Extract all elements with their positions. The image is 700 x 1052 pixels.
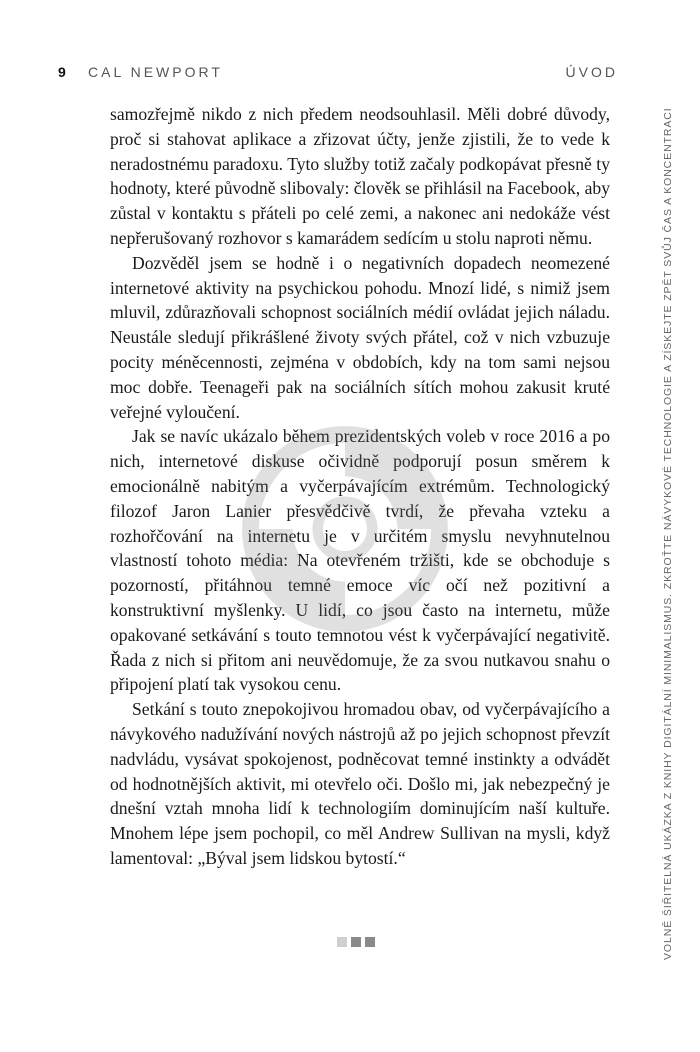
ornament-square-icon [365,937,375,947]
paragraph-2: Dozvěděl jsem se hodně i o negativních dopadech neomezené internetové aktivity na psychickou pohodu. Mnozí lidé, s nimiž jsem mluvil, zdůrazňovali schopnost sociálních médií ovládat jejich náladu. Neustále sledují přikrášlené životy svých přátel, což v nich vzbuzuje pocity méněcennosti, zejména v obdobích, kdy na tom sami nejsou moc dobře. Teenageři pak na sociálních sítích mohou zakusit kruté veřejné vyloučení. [110,252,610,422]
side-note [655,100,677,960]
running-header [58,64,618,84]
paragraph-3: Jak se navíc ukázalo během prezidentských voleb v roce 2016 a po nich, internetové diskuse očividně podporují posun směrem k emocionálně nabitým a vyčerpávajícím extrémům. Technologický filozof Jaron Lanier přesvědčivě tvrdí, že převaha vzteku a rozhořčování na internetu je v určitém smyslu nevyhnutelnou vlastností tohoto média: Na otevřeném tržišti, kde se obchoduje s pozorností, přitáhnou temné emoce víc očí než pozitivní a konstruktivní myšlenky. U lidí, co jsou často na internetu, může opakované setkávání s touto temnotou vést k vyčerpávající negativitě. Řada z nich si přitom ani neuvědomuje, že za svou nutkavou snahu o připojení platí tak vysokou cenu. [110,426,610,695]
section-end-ornament-icon [337,934,385,946]
ornament-square-icon [351,937,361,947]
ornament-square-icon [337,937,347,947]
page-number: 9 [58,64,66,80]
paragraph-4: Setkání s touto znepokojivou hromadou obav, od vyčerpávajícího a návykového nadužívání nových nástrojů až po jejich schopnost převzít nadvládu, vysávat spokojenost, podněcovat temné instinkty a odvádět od hodnotnějších aktivit, mi otevřelo oči. Došlo mi, jak nebezpečný je dnešní vztah mnoha lidí k technologiím dominujícím naší kultuře. Mnohem lépe jsem pochopil, co měl Andrew Sullivan na mysli, když lamentoval: „Býval jsem lidskou bytostí.“ [110,699,610,868]
side-note-text: VOLNĚ ŠIŘITELNÁ UKÁZKA Z KNIHY DIGITÁLNÍ MINIMALISMUS. ZKROŤTE NÁVYKOVÉ TECHNOLOGIE A ZÍSKEJTE ZPĚT SVŮJ ČAS A KONCENTRACI [662,107,674,960]
page-body [110,102,610,871]
paragraph-1: samozřejmě nikdo z nich předem neodsouhlasil. Měli dobré důvody, proč si stahovat aplikace a zřizovat účty, jenže zjistili, že to vede k neradostnému paradoxu. Tyto služby totiž začaly podkopávat přesně ty hodnoty, které původně slibovaly: člověk se přihlásil na Facebook, aby zůstal v kontaktu s přáteli po celé zemi, a nakonec ani nedokáže vést nepřerušovaný rozhovor s kamarádem sedícím u stolu naproti němu. [110,104,610,248]
running-header-chapter: ÚVOD [565,64,618,80]
running-header-author: CAL NEWPORT [88,64,223,80]
